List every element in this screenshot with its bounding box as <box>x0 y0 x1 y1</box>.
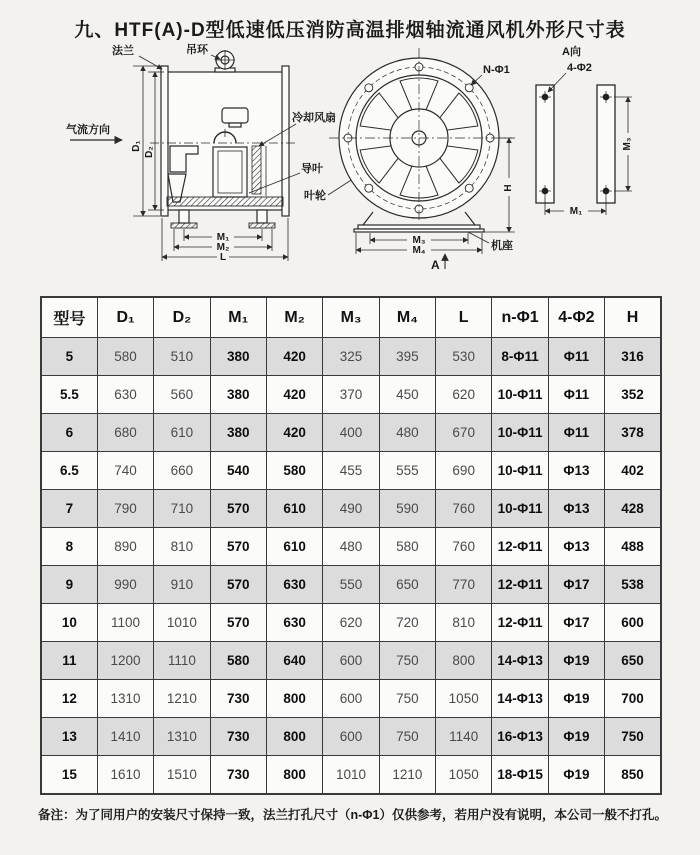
base-label: 机座 <box>491 240 513 252</box>
side-view <box>150 50 298 228</box>
table-cell: 12-Φ11 <box>492 566 548 604</box>
table-cell: Φ19 <box>548 680 604 718</box>
table-cell: 480 <box>379 414 435 452</box>
table-cell: 14-Φ13 <box>492 680 548 718</box>
table-cell: Φ11 <box>548 338 604 376</box>
table-cell: 370 <box>323 376 379 414</box>
column-header: 4-Φ2 <box>548 297 604 338</box>
table-cell: 580 <box>210 642 266 680</box>
table-row <box>41 680 661 718</box>
column-header: L <box>436 297 492 338</box>
table-cell: 8 <box>41 528 97 566</box>
table-cell: 610 <box>266 528 322 566</box>
table-cell: 1310 <box>97 680 153 718</box>
fan-technical-drawing <box>0 40 700 280</box>
table-cell: 490 <box>323 490 379 528</box>
table-cell: 16-Φ13 <box>492 718 548 756</box>
table-cell: 380 <box>210 338 266 376</box>
column-header: D₁ <box>97 297 153 338</box>
column-header: M₃ <box>323 297 379 338</box>
four-holes-label: 4-Φ2 <box>567 62 592 74</box>
dim-m1-side: M₁ <box>216 232 230 243</box>
table-cell: 420 <box>266 414 322 452</box>
table-cell: 550 <box>323 566 379 604</box>
table-cell: 800 <box>266 680 322 718</box>
footnote: 备注：为了同用户的安装尺寸保持一致，法兰打孔尺寸（n-Φ1）仅供参考，若用户没有说明，本公司一般不打孔。 <box>38 808 668 822</box>
table-cell: 10-Φ11 <box>492 490 548 528</box>
column-header: 型号 <box>41 297 97 338</box>
table-cell: 810 <box>436 604 492 642</box>
table-cell: Φ17 <box>548 566 604 604</box>
n-holes-label: N-Φ1 <box>483 64 510 76</box>
table-cell: 890 <box>97 528 153 566</box>
dimensions-table <box>40 296 662 795</box>
table-cell: 600 <box>323 680 379 718</box>
table-cell: 5 <box>41 338 97 376</box>
flange-label: 法兰 <box>112 45 134 57</box>
table-cell: 6 <box>41 414 97 452</box>
table-cell: Φ19 <box>548 718 604 756</box>
dim-d2: D₂ <box>144 146 155 158</box>
table-cell: 10 <box>41 604 97 642</box>
table-cell: Φ13 <box>548 490 604 528</box>
table-cell: 555 <box>379 452 435 490</box>
table-cell: 5.5 <box>41 376 97 414</box>
table-cell: 760 <box>436 528 492 566</box>
table-cell: 316 <box>605 338 661 376</box>
table-cell: Φ11 <box>548 414 604 452</box>
table-cell: 600 <box>323 642 379 680</box>
table-cell: 610 <box>266 490 322 528</box>
table-cell: 620 <box>436 376 492 414</box>
table-cell: 910 <box>154 566 210 604</box>
table-cell: 810 <box>154 528 210 566</box>
view-a-marker: A <box>431 258 440 272</box>
table-cell: 402 <box>605 452 661 490</box>
table-row <box>41 642 661 680</box>
dim-m1-aview: M₁ <box>569 206 583 217</box>
dim-m2-side: M₂ <box>216 242 230 253</box>
table-cell: 1200 <box>97 642 153 680</box>
table-cell: 11 <box>41 642 97 680</box>
table-cell: 650 <box>605 642 661 680</box>
table-cell: 990 <box>97 566 153 604</box>
dim-m3-front: M₃ <box>412 235 426 246</box>
table-cell: 560 <box>154 376 210 414</box>
table-cell: 800 <box>266 756 322 795</box>
table-row <box>41 414 661 452</box>
table-cell: 15 <box>41 756 97 795</box>
table-header-row <box>41 297 661 338</box>
table-cell: Φ17 <box>548 604 604 642</box>
table-cell: 380 <box>210 376 266 414</box>
column-header: M₂ <box>266 297 322 338</box>
table-cell: 590 <box>379 490 435 528</box>
table-cell: 530 <box>436 338 492 376</box>
table-cell: 630 <box>266 604 322 642</box>
table-cell: 10-Φ11 <box>492 414 548 452</box>
dim-h: H <box>503 184 514 192</box>
table-cell: 750 <box>379 642 435 680</box>
table-cell: 1050 <box>436 680 492 718</box>
table-cell: 730 <box>210 756 266 795</box>
table-cell: 740 <box>97 452 153 490</box>
table-cell: 420 <box>266 376 322 414</box>
table-cell: 750 <box>379 718 435 756</box>
table-cell: 570 <box>210 528 266 566</box>
dim-m4-front: M₄ <box>412 245 426 256</box>
table-cell: 570 <box>210 490 266 528</box>
table-cell: 325 <box>323 338 379 376</box>
table-cell: 1110 <box>154 642 210 680</box>
a-view-dimensions <box>545 73 632 215</box>
dim-l-side: L <box>219 252 227 263</box>
table-cell: 6.5 <box>41 452 97 490</box>
table-cell: 18-Φ15 <box>492 756 548 795</box>
column-header: H <box>605 297 661 338</box>
table-row <box>41 338 661 376</box>
table-cell: 800 <box>266 718 322 756</box>
table-cell: 378 <box>605 414 661 452</box>
table-cell: 730 <box>210 680 266 718</box>
table-cell: 610 <box>154 414 210 452</box>
table-cell: 800 <box>436 642 492 680</box>
table-cell: 13 <box>41 718 97 756</box>
table-cell: 1050 <box>436 756 492 795</box>
table-cell: 1410 <box>97 718 153 756</box>
table-row <box>41 604 661 642</box>
table-cell: 600 <box>605 604 661 642</box>
table-cell: 1310 <box>154 718 210 756</box>
table-cell: 640 <box>266 642 322 680</box>
table-cell: 650 <box>379 566 435 604</box>
table-cell: Φ11 <box>548 376 604 414</box>
table-cell: 540 <box>210 452 266 490</box>
table-cell: 428 <box>605 490 661 528</box>
table-cell: 1010 <box>154 604 210 642</box>
table-cell: 570 <box>210 604 266 642</box>
table-row <box>41 376 661 414</box>
table-cell: 1210 <box>379 756 435 795</box>
table-section <box>0 280 700 795</box>
table-cell: 850 <box>605 756 661 795</box>
table-cell: 12-Φ11 <box>492 604 548 642</box>
table-cell: 680 <box>97 414 153 452</box>
column-header: M₁ <box>210 297 266 338</box>
table-cell: 1510 <box>154 756 210 795</box>
table-cell: 450 <box>379 376 435 414</box>
table-row <box>41 566 661 604</box>
impeller-label: 叶轮 <box>304 190 326 202</box>
cooling-fan-label: 冷却风扇 <box>292 112 336 124</box>
lifting-ring-label: 吊环 <box>186 44 208 56</box>
table-cell: 690 <box>436 452 492 490</box>
table-cell: 12-Φ11 <box>492 528 548 566</box>
table-cell: 660 <box>154 452 210 490</box>
table-cell: 600 <box>323 718 379 756</box>
table-cell: 1010 <box>323 756 379 795</box>
table-cell: 630 <box>266 566 322 604</box>
table-cell: 7 <box>41 490 97 528</box>
table-cell: 630 <box>97 376 153 414</box>
table-cell: 538 <box>605 566 661 604</box>
table-cell: 1210 <box>154 680 210 718</box>
table-cell: Φ13 <box>548 452 604 490</box>
table-cell: 420 <box>266 338 322 376</box>
table-cell: 580 <box>266 452 322 490</box>
dim-m3-aview: M₃ <box>622 137 633 151</box>
table-cell: Φ13 <box>548 528 604 566</box>
table-cell: 1610 <box>97 756 153 795</box>
table-cell: 395 <box>379 338 435 376</box>
table-cell: 720 <box>379 604 435 642</box>
table-cell: 1100 <box>97 604 153 642</box>
table-cell: 620 <box>323 604 379 642</box>
table-cell: 10-Φ11 <box>492 452 548 490</box>
table-cell: 790 <box>97 490 153 528</box>
table-row <box>41 756 661 795</box>
table-cell: 400 <box>323 414 379 452</box>
table-cell: 580 <box>379 528 435 566</box>
table-row <box>41 452 661 490</box>
table-cell: 750 <box>605 718 661 756</box>
table-cell: 8-Φ11 <box>492 338 548 376</box>
table-cell: 760 <box>436 490 492 528</box>
table-cell: 510 <box>154 338 210 376</box>
table-cell: 12 <box>41 680 97 718</box>
view-a-label: A向 <box>562 46 581 58</box>
table-body <box>41 338 661 795</box>
table-cell: 14-Φ13 <box>492 642 548 680</box>
guide-vane-label: 导叶 <box>301 163 323 175</box>
table-cell: 10-Φ11 <box>492 376 548 414</box>
table-cell: 9 <box>41 566 97 604</box>
column-header: D₂ <box>154 297 210 338</box>
table-cell: 770 <box>436 566 492 604</box>
table-cell: 730 <box>210 718 266 756</box>
table-cell: 700 <box>605 680 661 718</box>
table-cell: 750 <box>379 680 435 718</box>
a-view <box>536 85 615 203</box>
table-cell: 455 <box>323 452 379 490</box>
airflow-direction-label: 气流方向 <box>66 124 110 136</box>
table-cell: 670 <box>436 414 492 452</box>
table-cell: 352 <box>605 376 661 414</box>
table-cell: 1140 <box>436 718 492 756</box>
table-row <box>41 528 661 566</box>
table-cell: 710 <box>154 490 210 528</box>
table-cell: Φ19 <box>548 756 604 795</box>
column-header: n-Φ1 <box>492 297 548 338</box>
column-header: M₄ <box>379 297 435 338</box>
page-title: 九、HTF(A)-D型低速低压消防高温排烟轴流通风机外形尺寸表 <box>74 20 626 41</box>
table-cell: 580 <box>97 338 153 376</box>
table-cell: 480 <box>323 528 379 566</box>
dim-d1: D₁ <box>131 140 142 152</box>
table-cell: 488 <box>605 528 661 566</box>
table-cell: Φ19 <box>548 642 604 680</box>
table-cell: 380 <box>210 414 266 452</box>
table-row <box>41 718 661 756</box>
table-row <box>41 490 661 528</box>
table-cell: 570 <box>210 566 266 604</box>
